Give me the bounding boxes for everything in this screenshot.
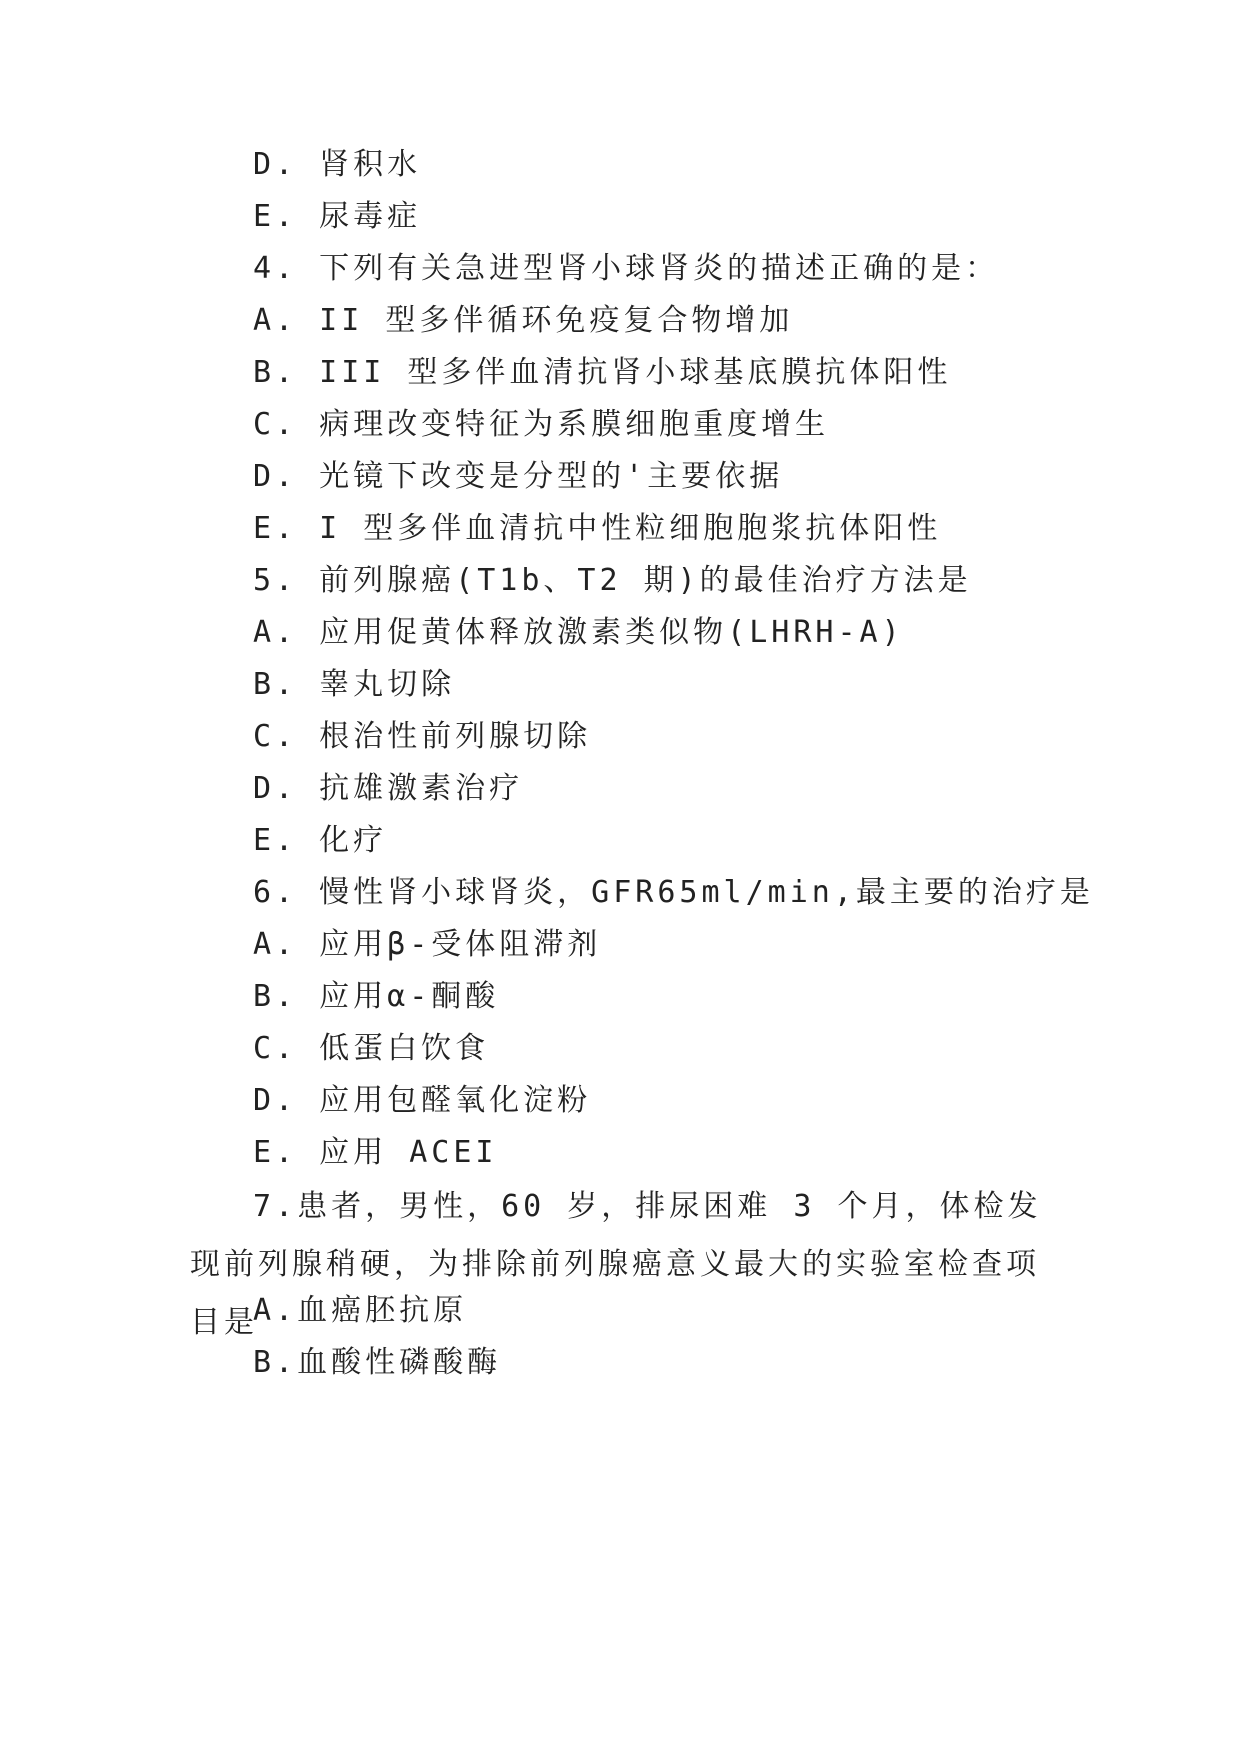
option-line: D. 应用包醛氧化淀粉 <box>253 1083 592 1118</box>
option-line: B.血酸性磷酸酶 <box>253 1345 502 1380</box>
option-line: E. I 型多伴血清抗中性粒细胞胞浆抗体阳性 <box>253 511 942 546</box>
question-paragraph: 7.患者，男性，60 岁，排尿困难 3 个月，体检发现前列腺稍硬，为排除前列腺癌意义最大的实验室检查项目是 <box>190 1189 1042 1340</box>
question-line: 4. 下列有关急进型肾小球肾炎的描述正确的是： <box>253 251 1000 286</box>
question-line: 6. 慢性肾小球肾炎，GFR65ml/min,最主要的治疗是 <box>253 875 1094 910</box>
option-line: A. 应用β-受体阻滞剂 <box>253 927 602 962</box>
option-line: B. 应用α-酮酸 <box>253 979 500 1014</box>
option-line: C. 病理改变特征为系膜细胞重度增生 <box>253 407 830 442</box>
option-line: E. 化疗 <box>253 823 388 858</box>
option-line: D. 光镜下改变是分型的'主要依据 <box>253 459 784 494</box>
option-line: C. 根治性前列腺切除 <box>253 719 592 754</box>
question-line: 5. 前列腺癌(T1b、T2 期)的最佳治疗方法是 <box>253 563 972 598</box>
option-line: D. 抗雄激素治疗 <box>253 771 524 806</box>
option-line: E. 尿毒症 <box>253 199 422 234</box>
option-line: E. 应用 ACEI <box>253 1135 498 1170</box>
option-line: A.血癌胚抗原 <box>253 1293 468 1328</box>
option-line: B. III 型多伴血清抗肾小球基底膜抗体阳性 <box>253 355 952 390</box>
option-line: B. 睾丸切除 <box>253 667 456 702</box>
option-line: C. 低蛋白饮食 <box>253 1031 490 1066</box>
option-line: A. 应用促黄体释放激素类似物(LHRH-A) <box>253 615 904 650</box>
option-line: A. II 型多伴循环免疫复合物增加 <box>253 303 794 338</box>
option-line: D. 肾积水 <box>253 147 422 182</box>
